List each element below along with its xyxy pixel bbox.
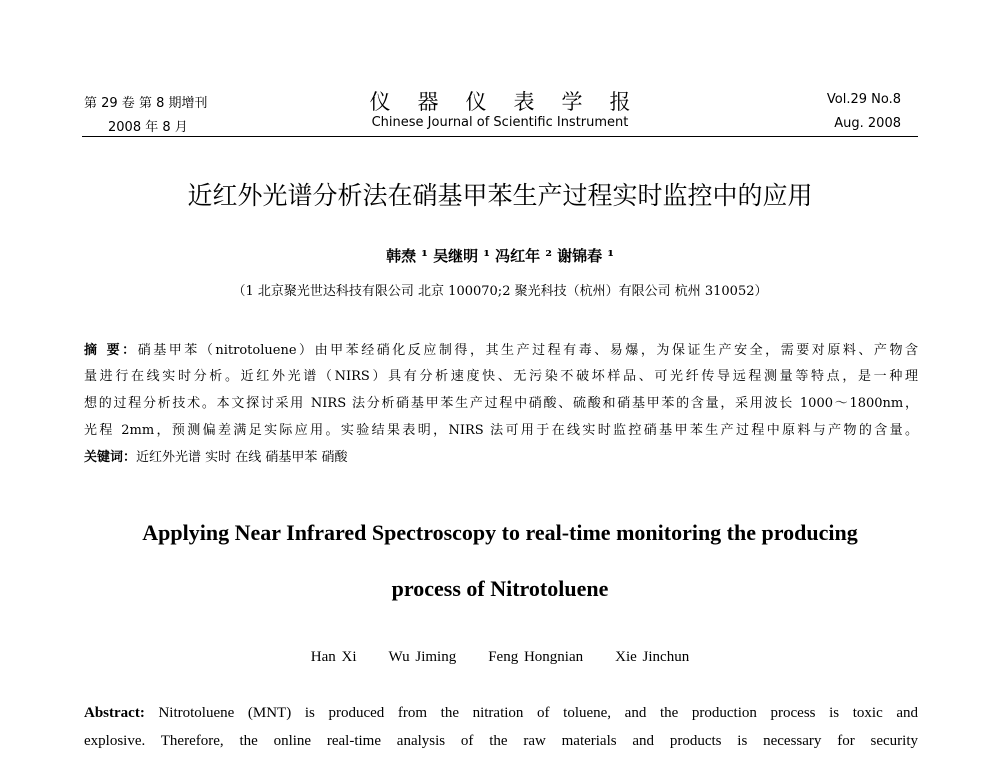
header-date-en: Aug. 2008 <box>834 116 901 131</box>
abstract-en-line <box>84 705 918 722</box>
author-en: Feng Hongnian <box>488 649 584 665</box>
authors-en <box>0 649 1000 666</box>
paper-title-en: process of Nitrotoluene <box>391 576 609 601</box>
abstract-cn-text: 硝基甲苯（nitrotoluene）由甲苯经硝化反应制得，其生产过程有毒、易爆，为保证生产安全，需要对原料、产物含 <box>137 343 919 358</box>
author-en: Wu Jiming <box>388 649 457 665</box>
abstract-cn-line: 光程 2mm，预测偏差满足实际应用。实验结果表明，NIRS 法可用于在线实时监控硝基甲苯生产过程中原料与产物的含量。 <box>84 423 918 438</box>
journal-name-cn: 仪器仪表学报 <box>369 90 658 114</box>
abstract-en-line: explosive. Therefore, the online real-time analysis of the raw materials and products is necessary for security <box>84 733 918 749</box>
paper-title-cn: 近红外光谱分析法在硝基甲苯生产过程实时监控中的应用 <box>187 181 813 210</box>
abstract-cn-line: 量进行在线实时分析。近红外光谱（NIRS）具有分析速度快、无污染不破坏样品、可光纤传导远程测量等特点，是一种理 <box>84 369 918 384</box>
affiliation-cn: （1 北京聚光世达科技有限公司 北京 100070;2 聚光科技（杭州）有限公司 杭州 310052） <box>232 284 768 299</box>
authors-cn: 韩焘 ¹ 吴继明 ¹ 冯红年 ² 谢锦春 ¹ <box>386 247 614 265</box>
header-volume-cn: 第 29 卷 第 8 期增刊 <box>84 96 208 111</box>
abstract-en-label: Abstract: <box>84 705 145 721</box>
journal-name-en: Chinese Journal of Scientific Instrument <box>371 115 629 130</box>
header-volume-en: Vol.29 No.8 <box>826 92 901 107</box>
author-en: Xie Jinchun <box>615 649 690 665</box>
abstract-en-text: Nitrotoluene (MNT) is produced from the nitration of toluene, and the production process is toxic and <box>158 705 919 721</box>
abstract-cn-line <box>84 339 918 358</box>
keywords-cn <box>84 446 348 465</box>
paper-title-en: Applying Near Infrared Spectroscopy to real-time monitoring the producing <box>142 520 858 545</box>
keywords-cn-text: 近红外光谱 实时 在线 硝基甲苯 硝酸 <box>136 450 348 465</box>
author-en: Han Xi <box>310 649 357 665</box>
header-divider <box>82 136 918 137</box>
abstract-cn-line: 想的过程分析技术。本文探讨采用 NIRS 法分析硝基甲苯生产过程中硝酸、硫酸和硝基甲苯的含量，采用波长 1000～1800nm， <box>84 396 918 411</box>
header-date-cn: 2008 年 8 月 <box>108 120 188 135</box>
keywords-cn-label: 关键词： <box>84 450 137 465</box>
abstract-cn-label: 摘 要： <box>84 343 138 358</box>
